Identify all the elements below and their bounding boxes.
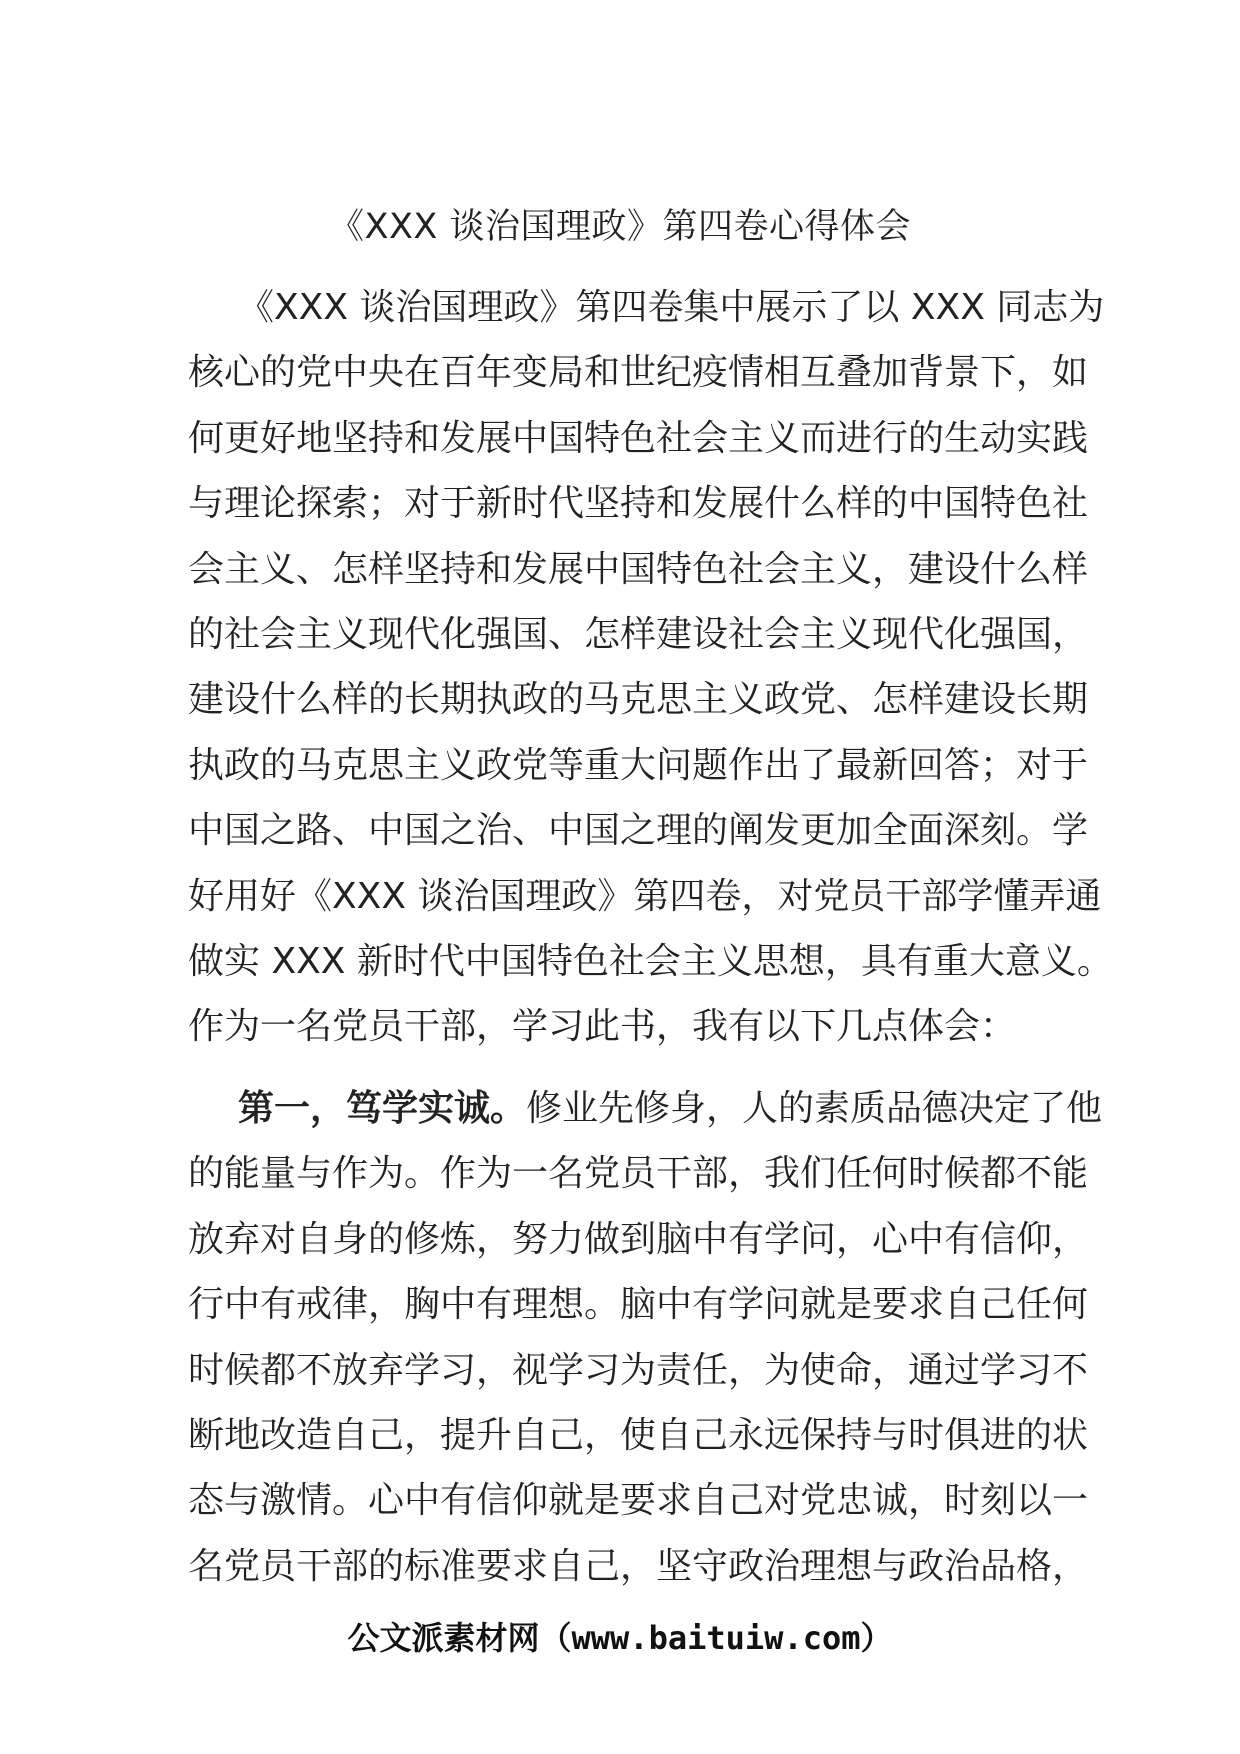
paragraph-line: 中国之路、中国之治、中国之理的阐发更加全面深刻。学 — [188, 810, 1089, 852]
paragraph-line: 的能量与作为。作为一名党员干部，我们任何时候都不能 — [188, 1153, 1089, 1195]
paragraph-line: 名党员干部的标准要求自己，坚守政治理想与政治品格， — [188, 1545, 1089, 1587]
paragraph-line: 态与激情。心中有信仰就是要求自己对党忠诚，时刻以一 — [188, 1480, 1089, 1522]
paragraph-line: 《XXX 谈治国理政》第四卷集中展示了以 XXX 同志为 — [238, 287, 1105, 328]
document-title: 《XXX 谈治国理政》第四卷心得体会 — [328, 207, 912, 247]
paragraph-line: 何更好地坚持和发展中国特色社会主义而进行的生动实践 — [188, 417, 1089, 459]
paragraph-line: 执政的马克思主义政党等重大问题作出了最新回答；对于 — [188, 744, 1089, 786]
paragraph-line: 断地改造自己，提升自己，使自己永远保持与时俱进的状 — [188, 1414, 1089, 1456]
paragraph-intro — [188, 275, 1113, 1060]
paragraph-line: 与理论探索；对于新时代坚持和发展什么样的中国特色社 — [188, 483, 1089, 525]
paragraph-line: 做实 XXX 新时代中国特色社会主义思想，具有重大意义。 — [188, 940, 1113, 982]
paragraph-first-line — [188, 1076, 1103, 1141]
footer-site-name: 公文派素材网 — [347, 1619, 540, 1657]
paragraph-line: 的社会主义现代化强国、怎样建设社会主义现代化强国， — [188, 613, 1089, 655]
point-heading: 第一，笃学实诚。 — [238, 1088, 527, 1129]
paragraph-line: 会主义、怎样坚持和发展中国特色社会主义，建设什么样 — [188, 548, 1089, 590]
footer-watermark — [0, 1615, 1240, 1661]
footer-url[interactable]: （www.baituiw.com） — [539, 1619, 893, 1657]
paragraph-line: 好用好《XXX 谈治国理政》第四卷，对党员干部学懂弄通 — [188, 875, 1102, 917]
paragraph-line: 时候都不放弃学习，视学习为责任，为使命，通过学习不 — [188, 1349, 1089, 1391]
paragraph-line: 放弃对自身的修炼，努力做到脑中有学问，心中有信仰， — [188, 1218, 1089, 1260]
paragraph-point-one — [188, 1076, 1103, 1599]
paragraph-line: 核心的党中央在百年变局和世纪疫情相互叠加背景下，如 — [188, 352, 1089, 394]
point-first-line-text: 修业先修身，人的素质品德决定了他 — [526, 1088, 1103, 1129]
paragraph-line: 行中有戒律，胸中有理想。脑中有学问就是要求自己任何 — [188, 1284, 1089, 1326]
paragraph-line: 建设什么样的长期执政的马克思主义政党、怎样建设长期 — [188, 679, 1089, 721]
paragraph-line: 作为一名党员干部，学习此书，我有以下几点体会： — [188, 1006, 1017, 1048]
